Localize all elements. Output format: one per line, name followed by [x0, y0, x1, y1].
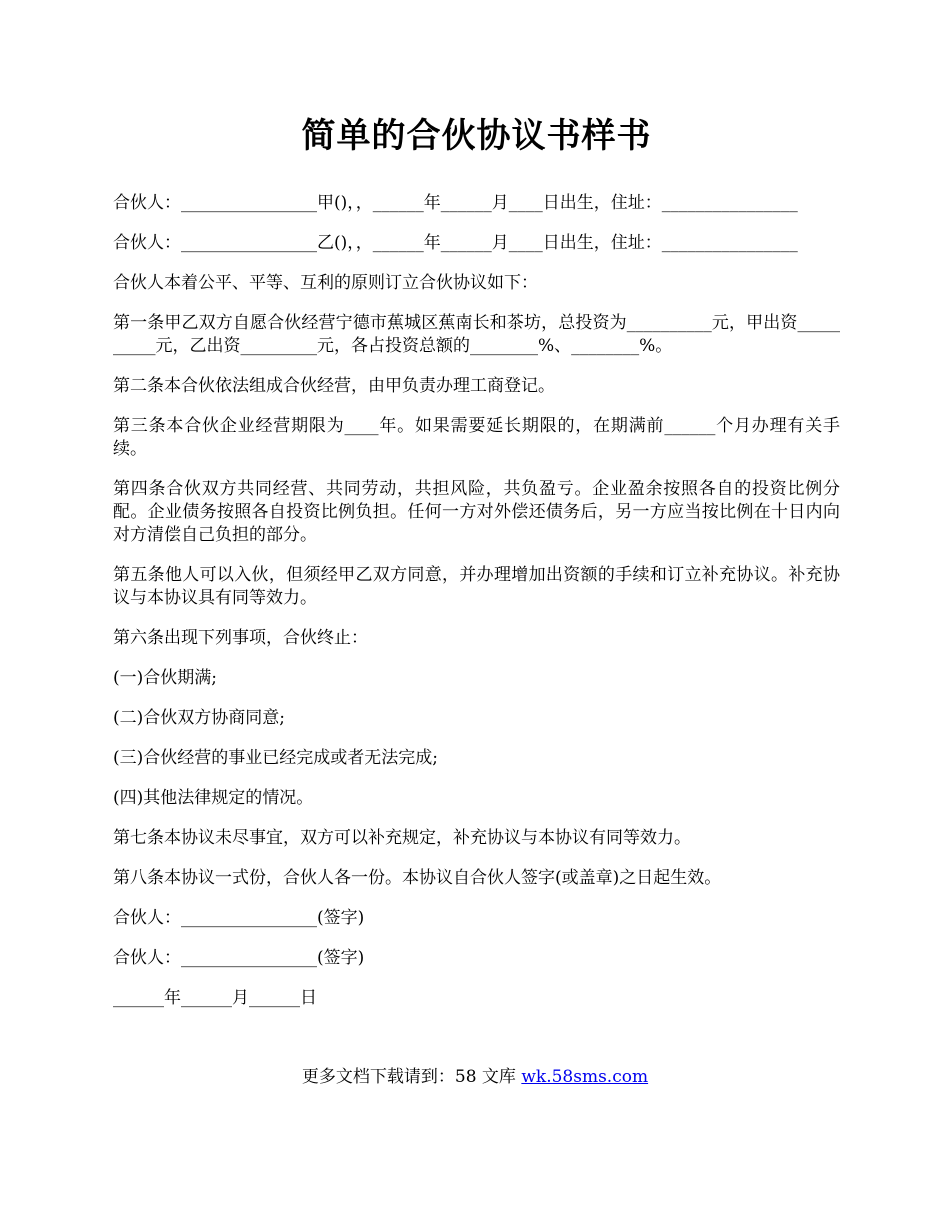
article-3: 第三条本合伙企业经营期限为____年。如果需要延长期限的，在期满前______个月办理有关手续。 — [113, 416, 840, 459]
article-1: 第一条甲乙双方自愿合伙经营宁德市蕉城区蕉南长和茶坊，总投资为__________元，甲出资__________元，乙出资_________元，各占投资总额的________%、________%。 — [113, 313, 840, 356]
article-2: 第二条本合伙依法组成合伙经营，由甲负责办理工商登记。 — [113, 376, 555, 396]
footer-text: 更多文档下载请到：58 文库 — [301, 1067, 522, 1087]
footer-link[interactable]: wk.58sms.com — [521, 1067, 649, 1087]
article-8: 第八条本协议一式份，合伙人各一份。本协议自合伙人签字(或盖章)之日起生效。 — [113, 868, 722, 888]
signature-line-1: 合伙人：________________(签字) — [113, 908, 365, 928]
document-page — [113, 110, 840, 1027]
date-line: ______年______月______日 — [113, 988, 317, 1008]
article-6: 第六条出现下列事项，合伙终止： — [113, 628, 368, 648]
article-7: 第七条本协议未尽事宜，双方可以补充规定，补充协议与本协议有同等效力。 — [113, 828, 691, 848]
article-5: 第五条他人可以入伙，但须经甲乙双方同意，并办理增加出资额的手续和订立补充协议。补充协议与本协议具有同等效力。 — [113, 565, 840, 608]
partner-a-line: 合伙人：________________甲()，，______年______月____日出生，住址：________________ — [113, 193, 798, 213]
article-6-item-4: (四)其他法律规定的情况。 — [113, 788, 314, 808]
preamble: 合伙人本着公平、平等、互利的原则订立合伙协议如下： — [113, 273, 538, 293]
partner-b-line: 合伙人：________________乙()，，______年______月____日出生，住址：________________ — [113, 233, 798, 253]
article-6-item-3: (三)合伙经营的事业已经完成或者无法完成; — [113, 748, 438, 768]
article-4: 第四条合伙双方共同经营、共同劳动，共担风险，共负盈亏。企业盈余按照各自的投资比例分配。企业债务按照各自投资比例负担。任何一方对外偿还债务后，另一方应当按比例在十日内向对方清偿自己负担的部分。 — [113, 479, 840, 545]
document-title: 简单的合伙协议书样书 — [301, 116, 652, 156]
footer — [0, 1066, 950, 1089]
article-6-item-2: (二)合伙双方协商同意; — [113, 708, 285, 728]
signature-line-2: 合伙人：________________(签字) — [113, 948, 365, 968]
article-6-item-1: (一)合伙期满; — [113, 668, 217, 688]
